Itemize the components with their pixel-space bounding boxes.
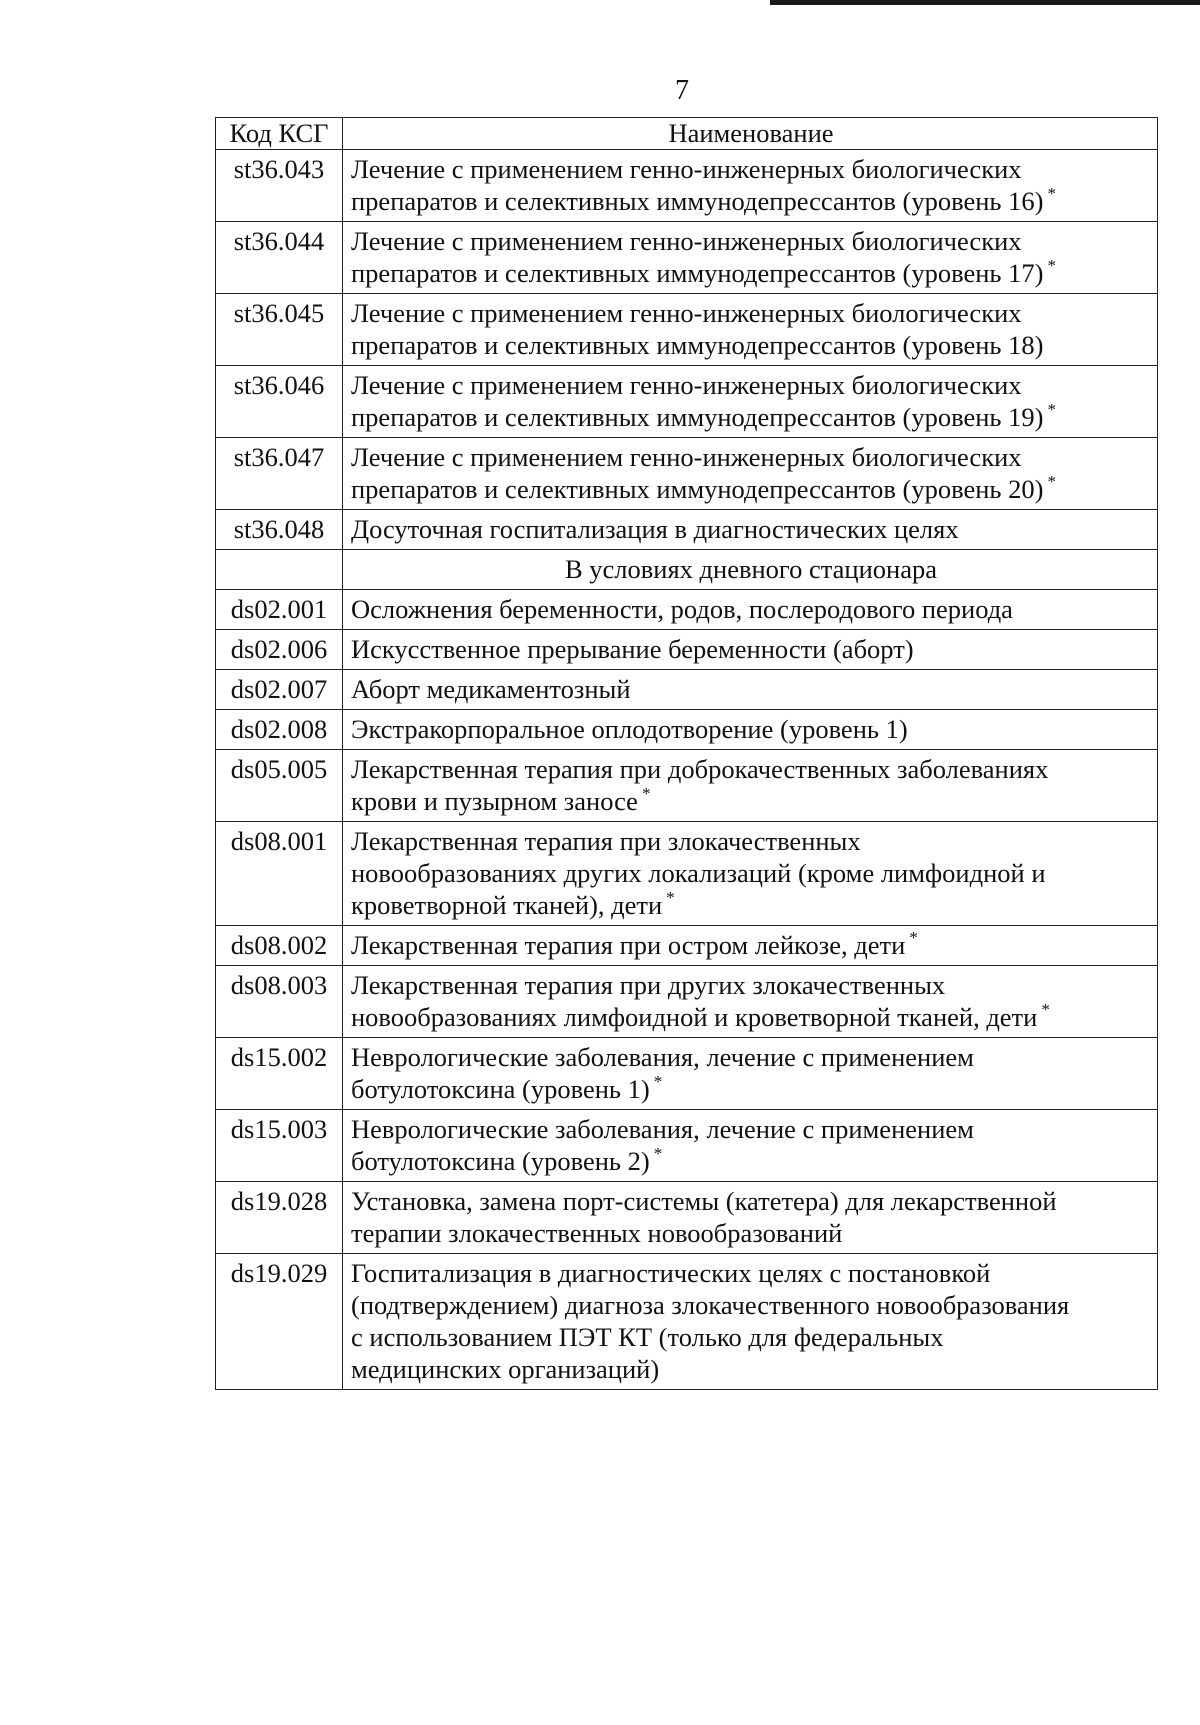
- name-line: В условиях дневного стационара: [565, 554, 937, 584]
- table-row: [216, 510, 1158, 550]
- name-line: Неврологические заболевания, лечение с применением: [351, 1114, 974, 1144]
- table-row: [216, 1182, 1158, 1254]
- ksg-code-cell: st36.048: [216, 510, 343, 550]
- ksg-name-cell: [343, 1182, 1158, 1254]
- ksg-name-cell: [343, 926, 1158, 966]
- ksg-name-cell: [343, 590, 1158, 630]
- table-row: [216, 822, 1158, 926]
- name-line: медицинских организаций): [351, 1354, 660, 1384]
- ksg-name-cell: [343, 222, 1158, 294]
- ksg-code-cell: st36.047: [216, 438, 343, 510]
- name-line: Лекарственная терапия при злокачественных: [351, 826, 861, 856]
- ksg-table-body: [216, 118, 1158, 1390]
- name-line: Искусственное прерывание беременности (аборт): [351, 634, 914, 664]
- name-line: Аборт медикаментозный: [351, 674, 631, 704]
- ksg-code-cell: ds05.005: [216, 750, 343, 822]
- header-code: Код КСГ: [216, 118, 343, 150]
- table-row: [216, 366, 1158, 438]
- table-row: [216, 222, 1158, 294]
- ksg-code-cell: st36.046: [216, 366, 343, 438]
- footnote-asterisk: *: [1047, 184, 1056, 203]
- name-line: Экстракорпоральное оплодотворение (уровень 1): [351, 714, 908, 744]
- ksg-code-cell: ds08.003: [216, 966, 343, 1038]
- name-line: новообразованиях лимфоидной и кроветворной тканей, дети: [351, 1002, 1038, 1032]
- ksg-code-cell: ds15.002: [216, 1038, 343, 1110]
- ksg-code-cell: st36.043: [216, 150, 343, 222]
- ksg-name-cell: [343, 822, 1158, 926]
- name-line: терапии злокачественных новообразований: [351, 1218, 843, 1248]
- ksg-name-cell: [343, 750, 1158, 822]
- table-row: [216, 670, 1158, 710]
- ksg-code-cell: ds02.008: [216, 710, 343, 750]
- ksg-code-cell: st36.044: [216, 222, 343, 294]
- table-row: [216, 966, 1158, 1038]
- ksg-name-cell: [343, 670, 1158, 710]
- ksg-name-cell: [343, 150, 1158, 222]
- scan-edge-line: [770, 0, 1200, 5]
- ksg-name-cell: [343, 630, 1158, 670]
- name-line: Осложнения беременности, родов, послеродового периода: [351, 594, 1013, 624]
- name-line: препаратов и селективных иммунодепрессантов (уровень 19): [351, 402, 1044, 432]
- ksg-code-cell: ds15.003: [216, 1110, 343, 1182]
- table-row: [216, 750, 1158, 822]
- footnote-asterisk: *: [909, 928, 918, 947]
- ksg-name-cell: [343, 1254, 1158, 1390]
- name-line: препаратов и селективных иммунодепрессантов (уровень 18): [351, 330, 1044, 360]
- ksg-code-cell: st36.045: [216, 294, 343, 366]
- footnote-asterisk: *: [653, 1144, 663, 1163]
- ksg-name-cell: [343, 366, 1158, 438]
- ksg-name-cell: [343, 1110, 1158, 1182]
- name-line: Лечение с применением генно-инженерных биологических: [351, 298, 1022, 328]
- ksg-name-cell: [343, 710, 1158, 750]
- name-line: Установка, замена порт-системы (катетера) для лекарственной: [351, 1186, 1057, 1216]
- ksg-code-cell: ds19.029: [216, 1254, 343, 1390]
- footnote-asterisk: *: [666, 888, 675, 907]
- name-line: Лекарственная терапия при других злокачественных: [351, 970, 946, 1000]
- name-line: Лекарственная терапия при остром лейкозе, дети: [351, 930, 906, 960]
- table-row: [216, 438, 1158, 510]
- name-line: препаратов и селективных иммунодепрессантов (уровень 20): [351, 474, 1044, 504]
- ksg-code-cell: ds08.002: [216, 926, 343, 966]
- ksg-name-cell: [343, 510, 1158, 550]
- table-row: [216, 150, 1158, 222]
- name-line: Лекарственная терапия при доброкачественных заболеваниях: [351, 754, 1049, 784]
- name-line: Неврологические заболевания, лечение с применением: [351, 1042, 974, 1072]
- table-row: [216, 1110, 1158, 1182]
- table-row: [216, 926, 1158, 966]
- name-line: препаратов и селективных иммунодепрессантов (уровень 17): [351, 258, 1044, 288]
- ksg-code-cell: [216, 550, 343, 590]
- name-line: Лечение с применением генно-инженерных биологических: [351, 442, 1022, 472]
- ksg-table: [215, 117, 1158, 1390]
- table-row: [216, 630, 1158, 670]
- table-row: [216, 1038, 1158, 1110]
- name-line: крови и пузырном заносе: [351, 786, 638, 816]
- name-line: Лечение с применением генно-инженерных биологических: [351, 154, 1022, 184]
- ksg-name-cell: [343, 1038, 1158, 1110]
- table-header-row: [216, 118, 1158, 150]
- ksg-name-cell: [343, 966, 1158, 1038]
- ksg-code-cell: ds02.006: [216, 630, 343, 670]
- ksg-code-cell: ds19.028: [216, 1182, 343, 1254]
- name-line: с использованием ПЭТ КТ (только для федеральных: [351, 1322, 944, 1352]
- footnote-asterisk: *: [1047, 472, 1056, 491]
- footnote-asterisk: *: [1047, 256, 1056, 275]
- name-line: Досуточная госпитализация в диагностических целях: [351, 514, 959, 544]
- table-row: [216, 710, 1158, 750]
- table-row: [216, 590, 1158, 630]
- ksg-code-cell: ds08.001: [216, 822, 343, 926]
- ksg-name-cell: [343, 438, 1158, 510]
- name-line: препаратов и селективных иммунодепрессантов (уровень 16): [351, 186, 1044, 216]
- page-number: 7: [675, 75, 689, 106]
- name-line: Лечение с применением генно-инженерных биологических: [351, 370, 1022, 400]
- footnote-asterisk: *: [641, 784, 651, 803]
- name-line: (подтверждением) диагноза злокачественного новообразования: [351, 1290, 1070, 1320]
- name-line: Лечение с применением генно-инженерных биологических: [351, 226, 1022, 256]
- name-line: ботулотоксина (уровень 1): [351, 1074, 650, 1104]
- name-line: новообразованиях других локализаций (кроме лимфоидной и: [351, 858, 1046, 888]
- header-name: Наименование: [343, 118, 1158, 150]
- footnote-asterisk: *: [653, 1072, 663, 1091]
- name-line: ботулотоксина (уровень 2): [351, 1146, 650, 1176]
- table-row: [216, 1254, 1158, 1390]
- ksg-code-cell: ds02.001: [216, 590, 343, 630]
- section-title: [343, 550, 1158, 590]
- table-row: [216, 294, 1158, 366]
- section-row: [216, 550, 1158, 590]
- name-line: кроветворной тканей), дети: [351, 890, 663, 920]
- footnote-asterisk: *: [1041, 1000, 1050, 1019]
- name-line: Госпитализация в диагностических целях с постановкой: [351, 1258, 991, 1288]
- ksg-name-cell: [343, 294, 1158, 366]
- footnote-asterisk: *: [1047, 400, 1056, 419]
- ksg-code-cell: ds02.007: [216, 670, 343, 710]
